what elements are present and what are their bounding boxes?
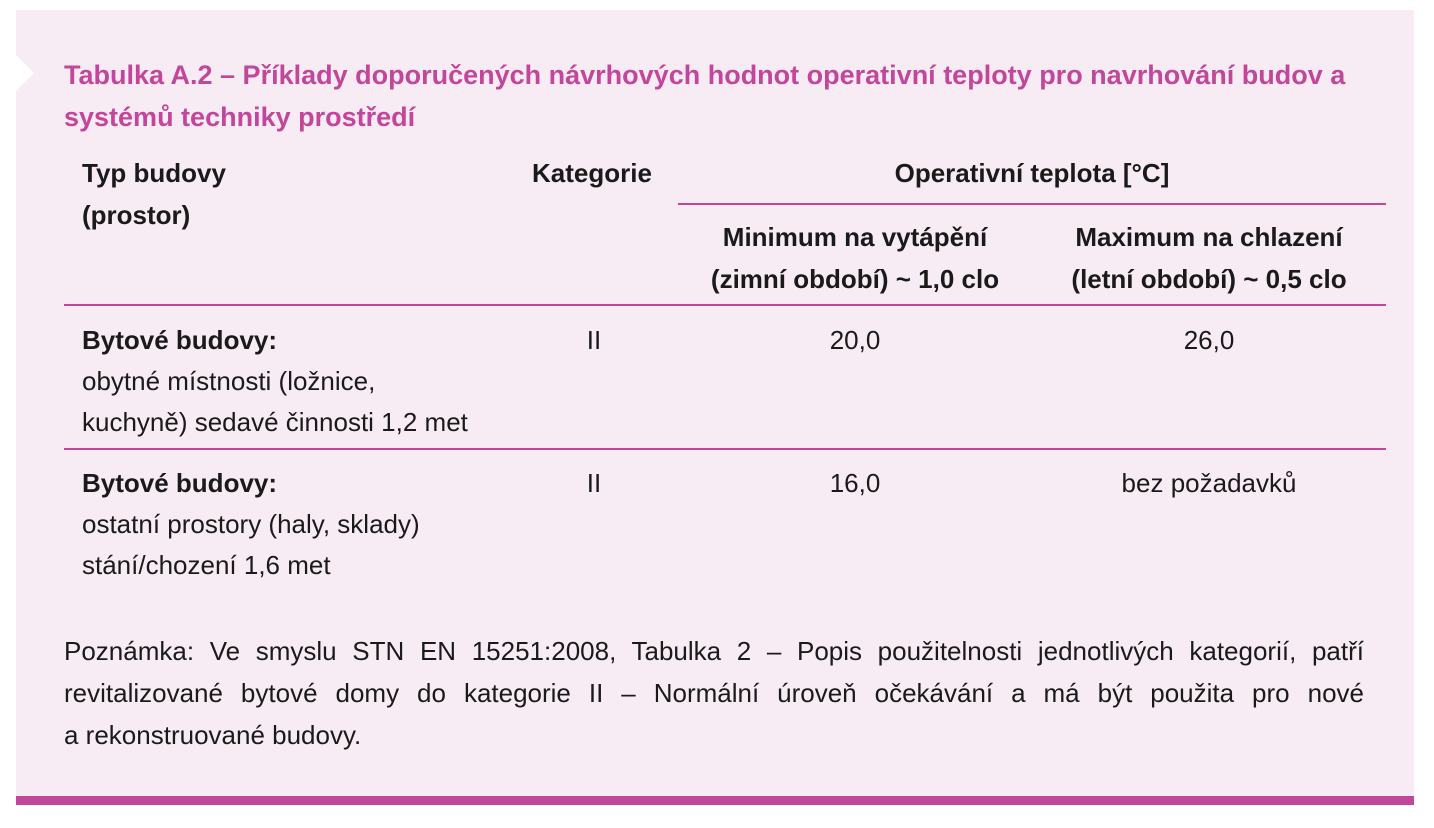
table-row-1-building-type bbox=[82, 320, 522, 443]
row-1-type-line2: obytné místnosti (ložnice, bbox=[82, 366, 376, 396]
row-2-type-line3: stání/chození 1,6 met bbox=[82, 550, 331, 580]
row-1-type-line3: kuchyně) sedavé činnosti 1,2 met bbox=[82, 407, 468, 437]
header-min-heating bbox=[678, 216, 1032, 300]
header-building-type bbox=[82, 152, 226, 236]
header-subrule bbox=[678, 203, 1386, 205]
header-operative-temperature: Operativní teplota [°C] bbox=[894, 158, 1170, 188]
header-min-heating-line1: Minimum na vytápění bbox=[722, 222, 988, 252]
note-line-3: a rekonstruované budovy. bbox=[64, 720, 362, 750]
table-note bbox=[64, 630, 1364, 756]
header-max-cooling-line2: (letní období) ~ 0,5 clo bbox=[1071, 264, 1347, 294]
table-title: Tabulka A.2 – Příklady doporučených návrhových hodnot operativní teploty pro navrhování budov a systémů techniky prostředí bbox=[64, 60, 1346, 132]
note-line-1: Poznámka: Ve smyslu STN EN 15251:2008, Tabulka 2 – Popis použitelnosti jednotlivých kategorií, patří bbox=[64, 636, 1364, 666]
header-min-heating-line2: (zimní období) ~ 1,0 clo bbox=[710, 264, 1000, 294]
header-building-type-line1: Typ budovy bbox=[82, 158, 226, 188]
header-building-type-line2: (prostor) bbox=[82, 200, 191, 230]
row-2-type-line2: ostatní prostory (haly, sklady) bbox=[82, 509, 420, 539]
table-row-2-building-type bbox=[82, 463, 522, 586]
row-2-type-heading: Bytové budovy: bbox=[82, 468, 278, 498]
table-row-2-category: II bbox=[586, 468, 602, 498]
row-1-type-heading: Bytové budovy: bbox=[82, 325, 278, 355]
table-row-1-max-cooling: 26,0 bbox=[1183, 325, 1235, 355]
table-row-1-category: II bbox=[586, 325, 602, 355]
note-line-2: revitalizované bytové domy do kategorie II – Normální úroveň očekávání a má být použita pro nové bbox=[64, 678, 1364, 708]
header-category: Kategorie bbox=[532, 158, 652, 188]
row-rule bbox=[64, 448, 1386, 450]
table-row-1-min-heating: 20,0 bbox=[829, 325, 881, 355]
bottom-accent-rule bbox=[16, 796, 1414, 805]
panel-notch bbox=[16, 55, 34, 91]
header-max-cooling-line1: Maximum na chlazení bbox=[1075, 222, 1343, 252]
table-row-2-min-heating: 16,0 bbox=[829, 468, 881, 498]
table-row-2-max-cooling: bez požadavků bbox=[1121, 468, 1297, 498]
header-max-cooling bbox=[1032, 216, 1386, 300]
header-rule bbox=[64, 304, 1386, 306]
